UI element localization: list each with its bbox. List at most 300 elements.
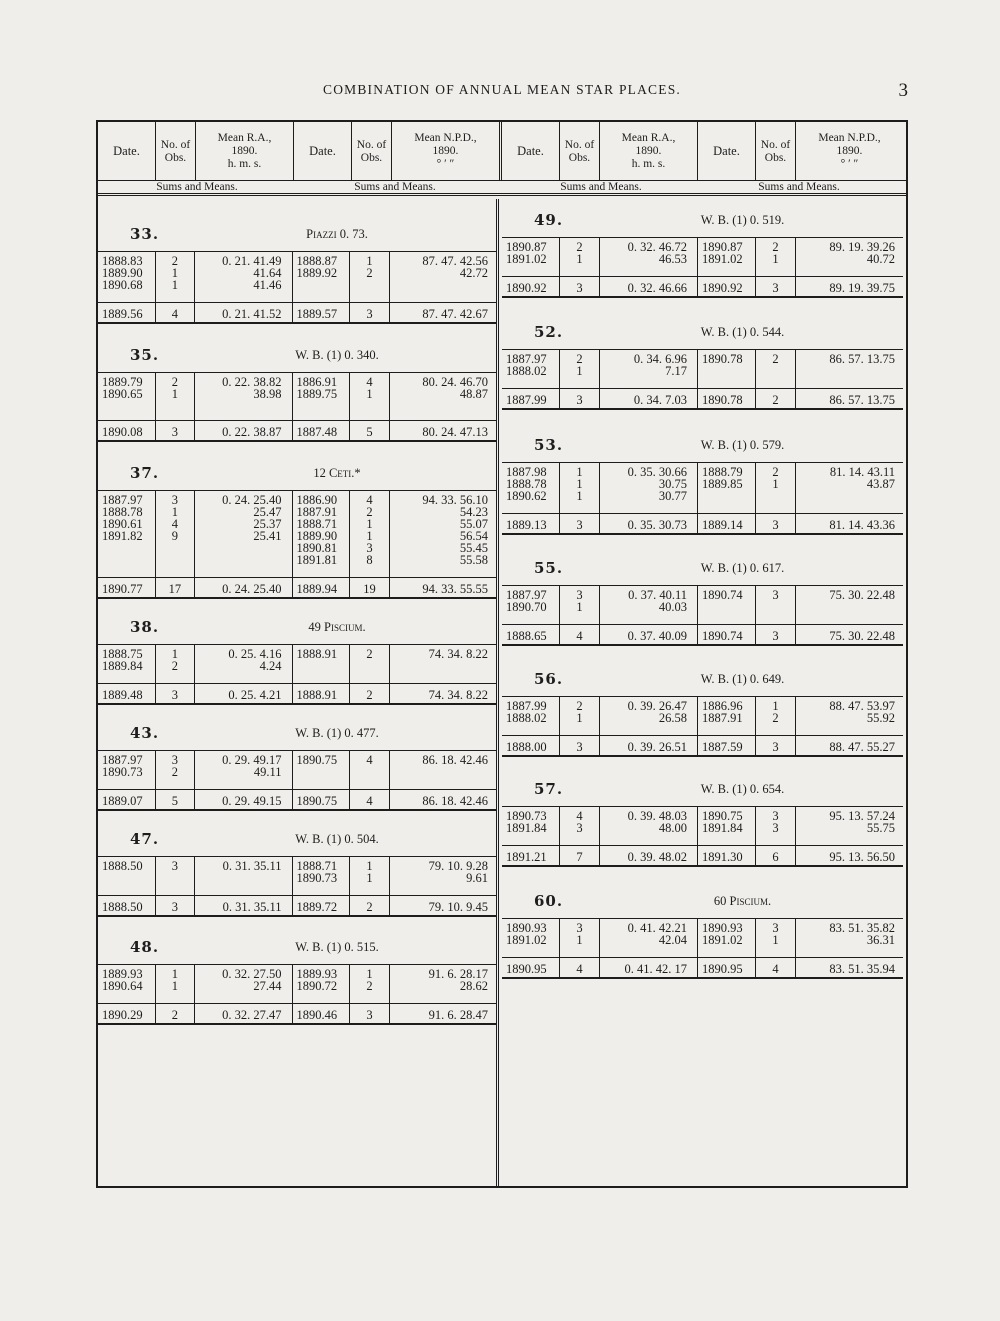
mean-value: 3 xyxy=(772,740,779,754)
mean-cell xyxy=(156,421,196,440)
npd-obs-cell xyxy=(350,645,390,683)
npd-value-cell xyxy=(390,965,496,1003)
date-column-header xyxy=(698,122,756,181)
mean-cell xyxy=(698,277,756,296)
table-cell-line: 2 xyxy=(171,375,179,389)
star-block-title xyxy=(98,705,496,750)
ra-date-cell xyxy=(98,965,156,1003)
mean-value: 4 xyxy=(772,962,779,976)
mean-cell xyxy=(600,736,698,755)
table-cell-line: 1 xyxy=(772,477,779,491)
mean-value: 3 xyxy=(171,688,179,702)
table-cell-line: 55.92 xyxy=(866,711,895,725)
mean-value: 91. 6. 28.47 xyxy=(428,1008,488,1022)
detail-rows xyxy=(98,251,496,324)
left-column xyxy=(98,199,499,1186)
mean-ra-column-header xyxy=(600,122,698,181)
detail-rows xyxy=(98,490,496,599)
table-cell-line: 89. 19. 39.26 xyxy=(829,240,895,254)
page-header xyxy=(96,80,908,102)
table-cell-line: 1890.75 xyxy=(296,753,338,767)
mean-value: 1888.00 xyxy=(506,740,547,754)
table-cell-line: 1888.02 xyxy=(506,711,547,725)
mean-value: 1889.72 xyxy=(296,900,338,914)
mean-cell xyxy=(756,389,796,408)
mean-cell xyxy=(156,684,196,703)
sums-and-means-row xyxy=(98,895,496,917)
table-cell-line: 1888.71 xyxy=(296,859,338,873)
mean-cell xyxy=(698,625,756,644)
table-cell-line: 0. 35. 30.66 xyxy=(627,465,687,479)
npd-obs-cell xyxy=(756,807,796,845)
npd-value-cell xyxy=(796,697,903,735)
mean-value: 1890.08 xyxy=(102,425,143,439)
mean-value: 94. 33. 55.55 xyxy=(422,582,488,596)
npd-date-cell xyxy=(698,463,756,513)
star-number: 56. xyxy=(534,670,564,688)
table-cell-line: 55.75 xyxy=(866,821,895,835)
detail-row-set xyxy=(502,807,903,845)
npd-obs-cell xyxy=(350,491,390,577)
mean-cell xyxy=(756,625,796,644)
table-cell-line: 95. 13. 57.24 xyxy=(829,809,895,823)
table-cell-line: 1890.68 xyxy=(102,278,143,292)
table-cell-line: 3 xyxy=(576,821,583,835)
npd-date-cell xyxy=(293,857,351,895)
star-name: W. B. (1) 0. 340. xyxy=(295,348,379,362)
detail-row-set xyxy=(98,252,496,302)
star-block-title xyxy=(502,757,903,806)
ra-value-cell xyxy=(195,252,292,302)
table-cell-line: 3 xyxy=(772,809,779,823)
star-block xyxy=(502,199,903,298)
table-cell-line: 0. 21. 41.49 xyxy=(222,254,282,268)
star-name: W. B. (1) 0. 579. xyxy=(700,438,785,452)
mean-cell xyxy=(756,846,796,865)
npd-date-cell xyxy=(293,645,351,683)
mean-cell xyxy=(390,578,496,597)
table-cell-line: 1889.90 xyxy=(102,266,143,280)
mean-value: 1889.07 xyxy=(102,794,143,808)
detail-rows xyxy=(502,462,903,535)
mean-ra-column-header xyxy=(196,122,294,181)
mean-value: 1891.21 xyxy=(506,850,547,864)
table-cell-line: 1889.90 xyxy=(296,529,338,543)
table-cell-line: 9 xyxy=(171,529,179,543)
star-number: 57. xyxy=(534,780,564,798)
mean-cell xyxy=(195,421,292,440)
detail-rows xyxy=(98,644,496,705)
mean-cell xyxy=(560,389,600,408)
ra-obs-cell xyxy=(156,857,196,895)
table-cell-line: 1888.78 xyxy=(102,505,143,519)
table-cell-line: 8 xyxy=(366,553,373,567)
star-number: 52. xyxy=(534,323,564,341)
detail-rows xyxy=(502,806,903,867)
star-block xyxy=(502,867,903,979)
table-cell-line: 1891.02 xyxy=(702,252,743,266)
mean-cell xyxy=(195,896,292,915)
table-cell-line: 1 xyxy=(576,364,583,378)
table-cell-line: 1890.64 xyxy=(102,979,143,993)
star-number: 47. xyxy=(130,830,160,848)
sums-and-means-label: Sums and Means. xyxy=(560,181,642,193)
table-cell-line: 2 xyxy=(171,254,179,268)
table-cell-line: 1890.73 xyxy=(296,871,338,885)
mean-cell xyxy=(796,958,903,977)
table-cell-line: 48.00 xyxy=(658,821,687,835)
table-cell-line: 1888.91 xyxy=(296,647,338,661)
ra-obs-cell xyxy=(156,491,196,577)
table-cell-line: 1891.84 xyxy=(506,821,547,835)
mean-cell xyxy=(195,1004,292,1023)
table-cell-line: 25.37 xyxy=(253,517,282,531)
table-cell-line: 2 xyxy=(772,465,779,479)
table-cell-line: 1887.91 xyxy=(296,505,338,519)
ra-obs-cell xyxy=(560,919,600,957)
ra-value-cell xyxy=(195,491,292,577)
mean-cell xyxy=(156,896,196,915)
detail-rows xyxy=(502,349,903,410)
detail-rows xyxy=(98,372,496,442)
table-cell-line: 1887.97 xyxy=(102,753,143,767)
table-cell-line: 1887.99 xyxy=(506,699,547,713)
npd-obs-cell xyxy=(350,751,390,789)
star-name: W. B. (1) 0. 477. xyxy=(295,726,379,740)
table-cell-line: 81. 14. 43.11 xyxy=(829,465,895,479)
table-cell-line: 1890.72 xyxy=(296,979,338,993)
mean-npd-column-header xyxy=(392,122,502,181)
detail-rows xyxy=(98,964,496,1025)
star-name: W. B. (1) 0. 617. xyxy=(700,561,785,575)
table-cell-line: 1890.75 xyxy=(702,809,743,823)
ra-header-label: Mean R.A., xyxy=(621,132,676,144)
table-cell-line: 25.47 xyxy=(253,505,282,519)
table-cell-line: 1891.84 xyxy=(702,821,743,835)
npd-date-cell xyxy=(293,252,351,302)
table-cell-line: 1888.71 xyxy=(296,517,338,531)
ra-date-cell xyxy=(98,491,156,577)
mean-cell xyxy=(698,736,756,755)
ra-value-cell xyxy=(600,350,698,388)
table-cell-line: 30.77 xyxy=(658,489,687,503)
table-cell-line: 88. 47. 53.97 xyxy=(829,699,895,713)
mean-value: 0. 41. 42. 17 xyxy=(624,962,687,976)
mean-value: 6 xyxy=(772,850,779,864)
date-header-label: Date. xyxy=(309,144,336,158)
table-cell-line: 86. 18. 42.46 xyxy=(422,753,488,767)
ra-date-cell xyxy=(502,586,560,624)
mean-value: 3 xyxy=(772,629,779,643)
star-block xyxy=(98,442,496,599)
mean-cell xyxy=(560,736,600,755)
mean-value: 3 xyxy=(576,281,583,295)
table-cell-line: 4 xyxy=(171,517,179,531)
ra-date-cell xyxy=(502,919,560,957)
star-block-title xyxy=(98,324,496,372)
table-cell-line: 1886.96 xyxy=(702,699,743,713)
table-cell-line: 1 xyxy=(576,465,583,479)
table-cell-line: 1889.75 xyxy=(296,387,338,401)
star-block xyxy=(98,917,496,1025)
npd-obs-cell xyxy=(756,463,796,513)
date-header-label: Date. xyxy=(517,144,544,158)
ra-obs-cell xyxy=(156,252,196,302)
table-cell-line: 83. 51. 35.82 xyxy=(829,921,895,935)
mean-value: 86. 57. 13.75 xyxy=(829,393,895,407)
mean-value: 0. 32. 46.66 xyxy=(627,281,687,295)
table-cell-line: 1 xyxy=(366,529,373,543)
star-number: 38. xyxy=(130,618,160,636)
mean-value: 1889.48 xyxy=(102,688,143,702)
table-cell-line: 1890.73 xyxy=(506,809,547,823)
mean-value: 0. 39. 26.51 xyxy=(627,740,687,754)
table-cell-line: 1890.81 xyxy=(296,541,338,555)
table-cell-line: 42.04 xyxy=(658,933,687,947)
mean-value: 19 xyxy=(363,582,376,596)
mean-value: 0. 35. 30.73 xyxy=(627,518,687,532)
mean-value: 89. 19. 39.75 xyxy=(829,281,895,295)
sums-and-means-row xyxy=(98,683,496,705)
table-cell-line: 7.17 xyxy=(665,364,687,378)
ra-obs-cell xyxy=(560,463,600,513)
star-name: W. B. (1) 0. 519. xyxy=(700,213,785,227)
star-block xyxy=(98,199,496,324)
table-cell-line: 3 xyxy=(576,588,583,602)
mean-cell xyxy=(756,736,796,755)
mean-value: 81. 14. 43.36 xyxy=(829,518,895,532)
table-cell-line: 75. 30. 22.48 xyxy=(829,588,895,602)
sums-and-means-label: Sums and Means. xyxy=(354,181,436,193)
table-cell-line: 74. 34. 8.22 xyxy=(428,647,488,661)
mean-value: 3 xyxy=(171,900,179,914)
mean-cell xyxy=(156,303,196,322)
mean-cell xyxy=(156,578,196,597)
table-cell-line: 2 xyxy=(366,979,373,993)
npd-value-cell xyxy=(796,463,903,513)
detail-row-set xyxy=(98,965,496,1003)
table-cell-line: 94. 33. 56.10 xyxy=(422,493,488,507)
mean-value: 2 xyxy=(772,393,779,407)
table-cell-line: 0. 29. 49.17 xyxy=(222,753,282,767)
table-cell-line: 2 xyxy=(171,765,179,779)
mean-cell xyxy=(350,1004,390,1023)
npd-value-cell xyxy=(796,807,903,845)
ra-value-cell xyxy=(195,857,292,895)
table-cell-line: 4 xyxy=(366,375,373,389)
obs-column-header xyxy=(352,122,392,181)
sums-and-means-row xyxy=(502,276,903,298)
mean-value: 0. 39. 48.02 xyxy=(627,850,687,864)
star-block-title xyxy=(98,917,496,964)
star-name: 49 Piscium. xyxy=(308,620,366,634)
mean-cell xyxy=(600,389,698,408)
ra-date-cell xyxy=(502,697,560,735)
table-header xyxy=(98,122,906,181)
table-cell-line: 1 xyxy=(171,967,179,981)
table-cell-line: 56.54 xyxy=(459,529,488,543)
mean-cell xyxy=(350,303,390,322)
mean-cell xyxy=(560,277,600,296)
table-cell-line: 1 xyxy=(366,859,373,873)
ra-date-cell xyxy=(502,238,560,276)
detail-rows xyxy=(502,696,903,757)
npd-obs-cell xyxy=(756,697,796,735)
mean-cell xyxy=(796,736,903,755)
mean-value: 17 xyxy=(168,582,182,596)
ra-obs-cell xyxy=(560,350,600,388)
sums-and-means-row xyxy=(502,388,903,410)
table-cell-line: 2 xyxy=(171,659,179,673)
mean-cell xyxy=(98,896,156,915)
table-cell-line: 41.64 xyxy=(253,266,282,280)
detail-row-set xyxy=(502,350,903,388)
obs-column-header xyxy=(560,122,600,181)
npd-obs-cell xyxy=(756,586,796,624)
table-cell-line: 91. 6. 28.17 xyxy=(428,967,488,981)
table-cell-line: 2 xyxy=(772,352,779,366)
mean-value: 0. 32. 27.47 xyxy=(222,1008,282,1022)
mean-cell xyxy=(390,1004,496,1023)
npd-value-cell xyxy=(390,373,496,420)
ra-date-cell xyxy=(98,645,156,683)
mean-cell xyxy=(98,421,156,440)
npd-value-cell xyxy=(390,491,496,577)
mean-value: 0. 37. 40.09 xyxy=(627,629,687,643)
sums-and-means-row xyxy=(502,845,903,867)
mean-cell xyxy=(600,514,698,533)
table-cell-line: 2 xyxy=(366,647,373,661)
obs-header-label: No. of xyxy=(564,138,595,151)
star-block-title xyxy=(502,298,903,349)
table-cell-line: 1 xyxy=(772,699,779,713)
mean-value: 5 xyxy=(366,425,373,439)
mean-value: 88. 47. 55.27 xyxy=(829,740,895,754)
table-cell-line: 79. 10. 9.28 xyxy=(428,859,488,873)
table-cell-line: 42.72 xyxy=(459,266,488,280)
mean-value: 3 xyxy=(171,425,179,439)
table-cell-line: 0. 31. 35.11 xyxy=(222,859,282,873)
table-cell-line: 1887.98 xyxy=(506,465,547,479)
npd-value-cell xyxy=(390,252,496,302)
star-block xyxy=(98,599,496,705)
table-cell-line: 28.62 xyxy=(459,979,488,993)
mean-cell xyxy=(698,514,756,533)
table-cell-line: 1890.74 xyxy=(702,588,743,602)
star-block xyxy=(98,324,496,442)
table-cell-line: 2 xyxy=(772,711,779,725)
mean-value: 2 xyxy=(366,688,373,702)
detail-rows xyxy=(502,585,903,646)
table-cell-line: 1891.02 xyxy=(506,933,547,947)
table-cell-line: 1890.93 xyxy=(506,921,547,935)
mean-cell xyxy=(502,625,560,644)
table-cell-line: 1889.93 xyxy=(102,967,143,981)
mean-value: 1888.65 xyxy=(506,629,547,643)
detail-rows xyxy=(98,856,496,917)
mean-value: 0. 29. 49.15 xyxy=(222,794,282,808)
obs-header-label: Obs. xyxy=(164,151,187,164)
table-cell-line: 1 xyxy=(366,254,373,268)
ra-header-label: h. m. s. xyxy=(631,158,666,170)
mean-cell xyxy=(350,684,390,703)
table-cell-line: 2 xyxy=(772,240,779,254)
mean-value: 1890.95 xyxy=(506,962,547,976)
mean-value: 1890.29 xyxy=(102,1008,143,1022)
mean-cell xyxy=(98,578,156,597)
detail-row-set xyxy=(502,697,903,735)
ra-header-label: 1890. xyxy=(231,145,258,157)
mean-value: 7 xyxy=(576,850,583,864)
table-cell-line: 3 xyxy=(576,921,583,935)
npd-date-cell xyxy=(698,807,756,845)
star-number: 35. xyxy=(130,346,160,364)
mean-cell xyxy=(796,625,903,644)
table-cell-line: 1886.90 xyxy=(296,493,338,507)
star-block-title xyxy=(98,442,496,490)
mean-cell xyxy=(98,790,156,809)
npd-header-label: 1890. xyxy=(836,145,863,157)
mean-value: 0. 22. 38.87 xyxy=(222,425,282,439)
mean-value: 86. 18. 42.46 xyxy=(422,794,488,808)
star-name: 12 Ceti.* xyxy=(313,466,361,480)
table-cell-line: 1891.02 xyxy=(702,933,743,947)
detail-row-set xyxy=(502,463,903,513)
star-name: 60 Piscium. xyxy=(713,894,772,908)
mean-cell xyxy=(350,896,390,915)
table-cell-line: 1 xyxy=(171,387,179,401)
mean-cell xyxy=(756,277,796,296)
table-cell-line: 55.58 xyxy=(459,553,488,567)
table-cell-line: 48.87 xyxy=(459,387,488,401)
table-cell-line: 55.07 xyxy=(459,517,488,531)
mean-value: 4 xyxy=(576,629,583,643)
mean-value: 1889.14 xyxy=(702,518,743,532)
mean-value: 1889.13 xyxy=(506,518,547,532)
table-cell-line: 1 xyxy=(366,387,373,401)
star-name: Piazzi 0. 73. xyxy=(306,227,368,241)
table-cell-line: 0. 39. 48.03 xyxy=(627,809,687,823)
mean-cell xyxy=(195,790,292,809)
mean-value: 1889.94 xyxy=(296,582,338,596)
mean-cell xyxy=(293,1004,351,1023)
ra-value-cell xyxy=(195,965,292,1003)
table-cell-line: 3 xyxy=(772,921,779,935)
detail-rows xyxy=(502,918,903,979)
star-block xyxy=(98,811,496,917)
table-cell-line: 3 xyxy=(366,541,373,555)
table-cell-line: 1890.87 xyxy=(702,240,743,254)
table-cell-line: 0. 32. 46.72 xyxy=(627,240,687,254)
star-number: 37. xyxy=(130,464,160,482)
table-cell-line: 38.98 xyxy=(253,387,282,401)
mean-cell xyxy=(350,421,390,440)
table-cell-line: 87. 47. 42.56 xyxy=(422,254,488,268)
sums-and-means-row xyxy=(502,624,903,646)
table-cell-line: 1888.50 xyxy=(102,859,143,873)
obs-header-label: Obs. xyxy=(568,151,591,164)
table-cell-line: 1 xyxy=(171,266,179,280)
mean-value: 3 xyxy=(576,740,583,754)
detail-row-set xyxy=(98,645,496,683)
mean-value: 0. 21. 41.52 xyxy=(222,307,282,321)
table-cell-line: 1 xyxy=(366,871,373,885)
mean-value: 1888.50 xyxy=(102,900,143,914)
ra-obs-cell xyxy=(560,807,600,845)
ra-header-label: h. m. s. xyxy=(227,158,262,170)
npd-value-cell xyxy=(390,751,496,789)
table-cell-line: 41.46 xyxy=(253,278,282,292)
